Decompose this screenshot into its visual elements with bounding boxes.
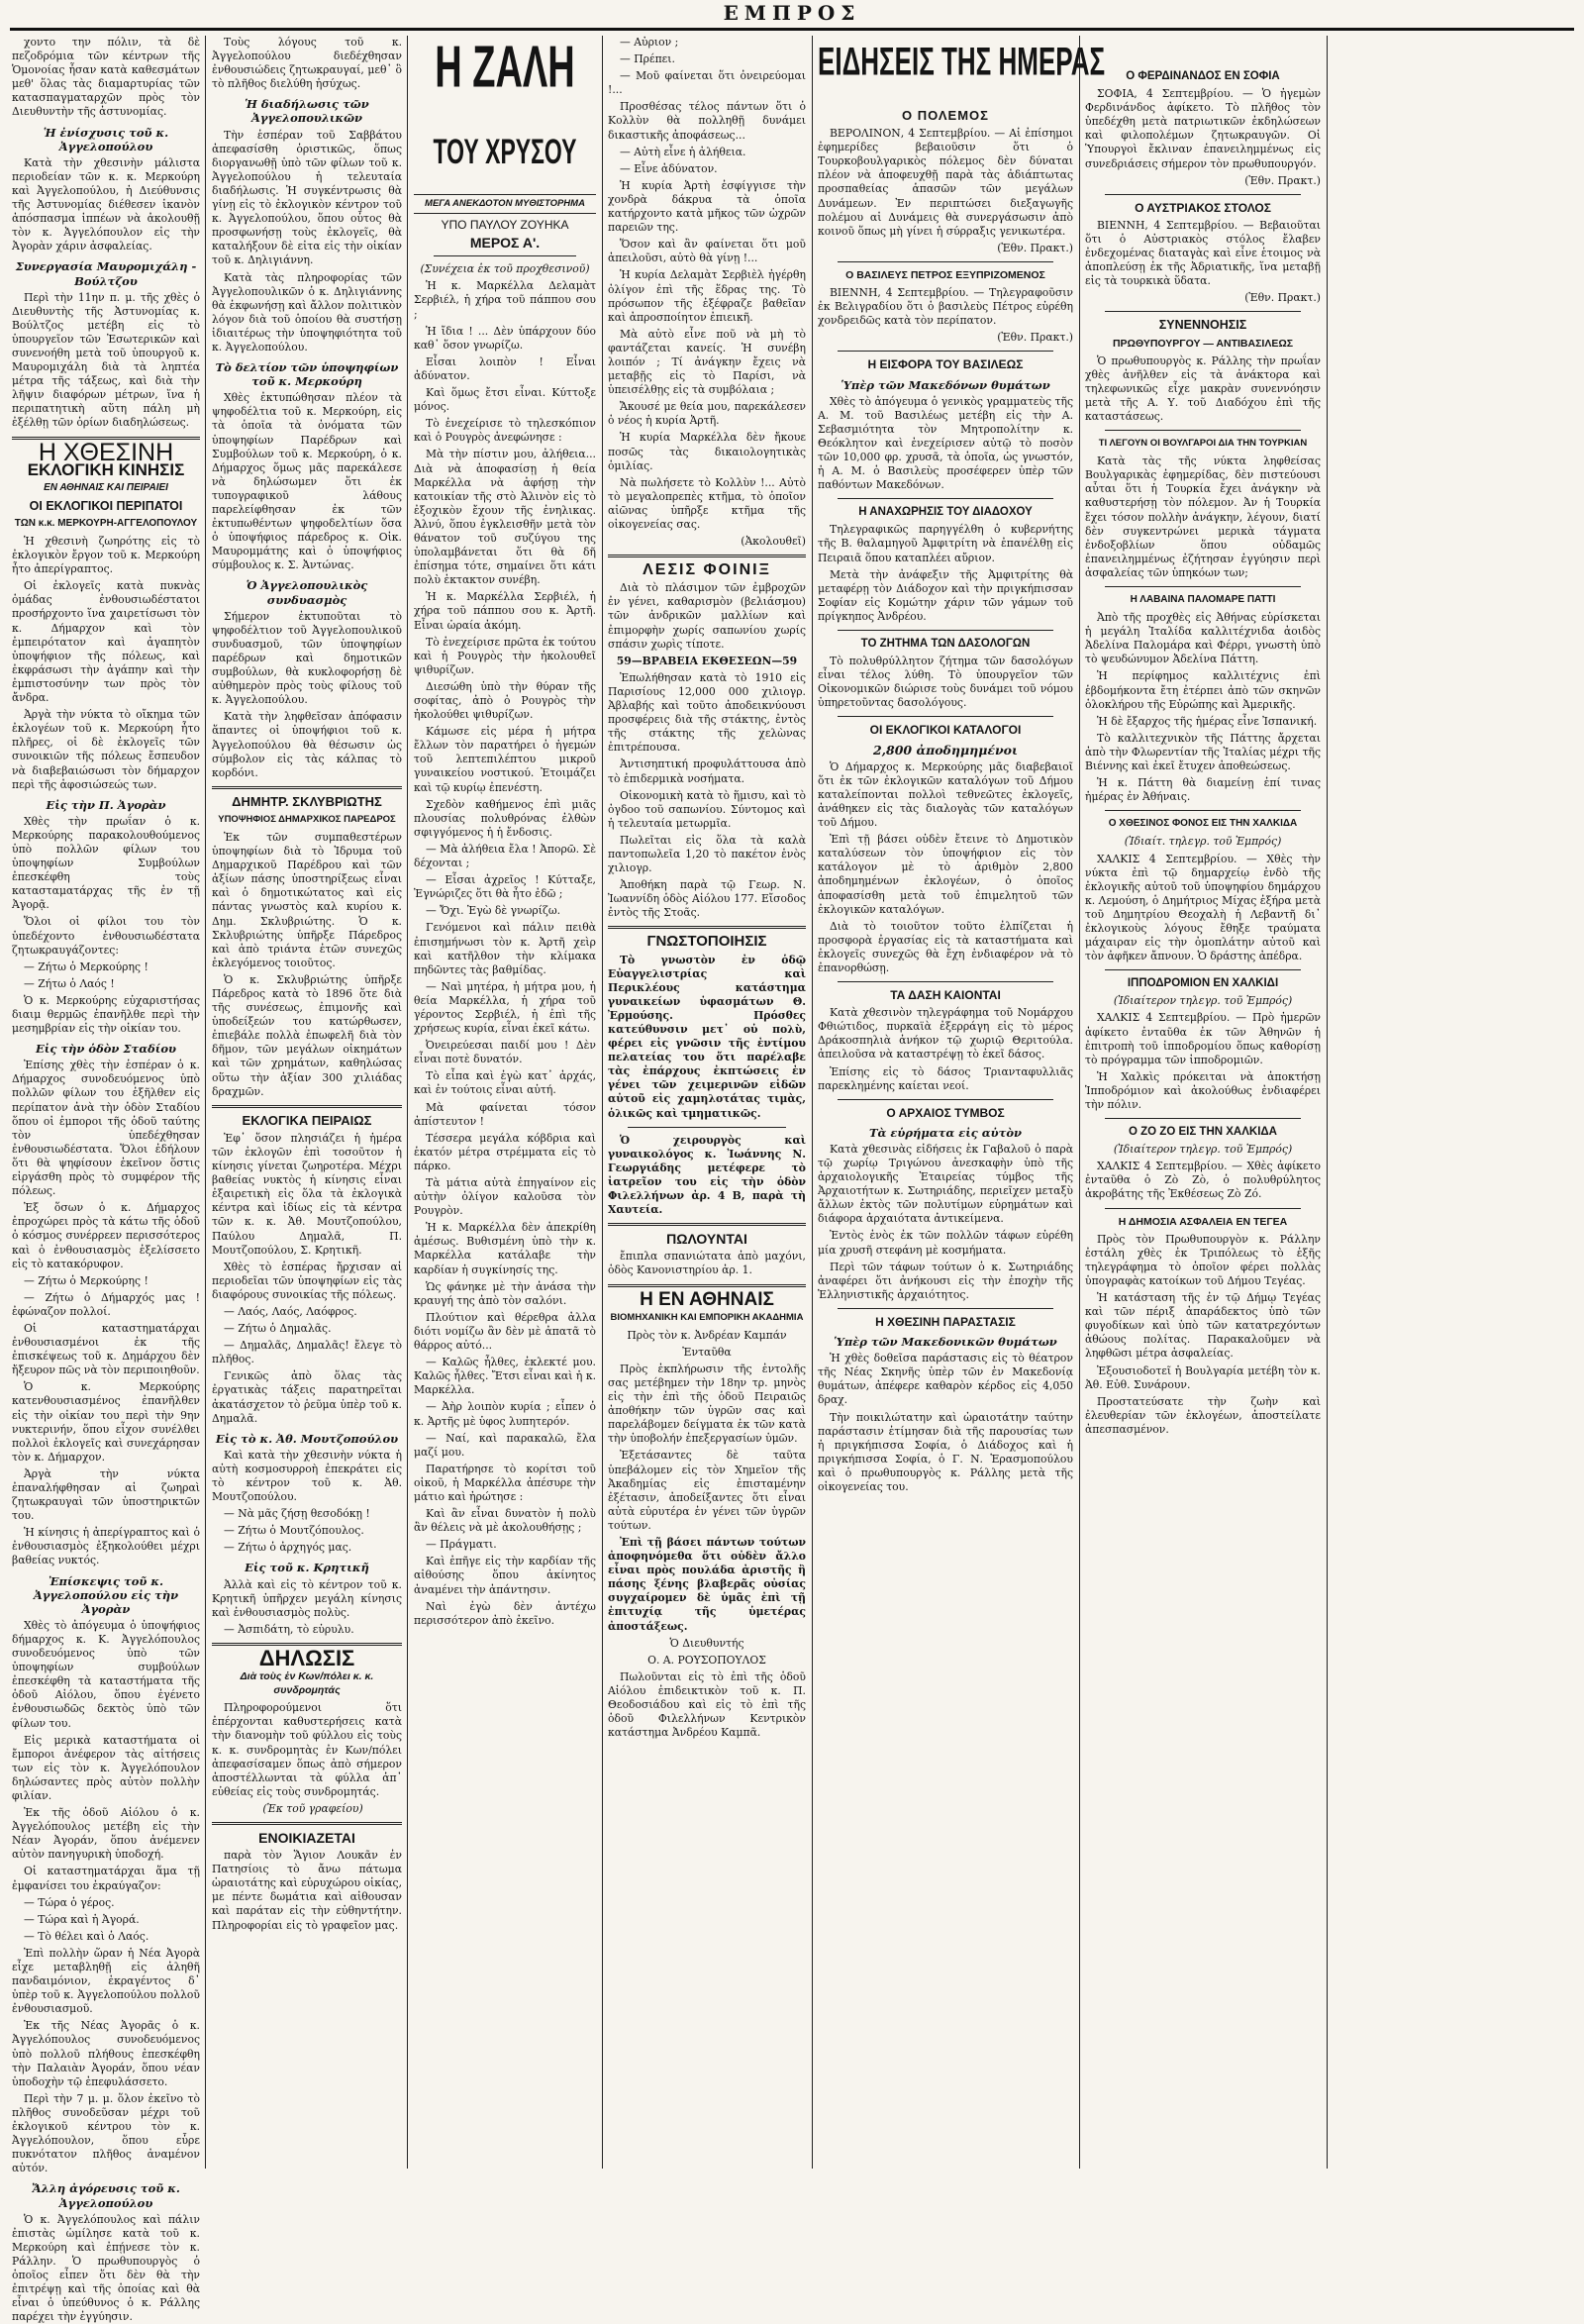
article-paragraph: ΒΕΡΟΛΙΝΟΝ, 4 Σεπτεμβρίου. — Αἱ ἐπίσημοι ἐφημερίδες βεβαιοῦσιν ὅτι ὁ Τουρκοβουλγαρικὸς πόλεμος δὲν δύναται πλέον νὰ ἀποφευχθῇ παρὰ τὰς ἀδιάπτωτας προσπαθείας ἁπασῶν τῶν μεγάλων Δυνάμεων. Ἐν περιπτώσει διεξαγωγῆς πολέμου αἱ Δυνάμεις θὰ συνεργάσωσιν ἀπὸ κοινοῦ ὅπως μὴ γίνει ἡ σύρραξις γενικωτέρα. — [818, 127, 1073, 238]
divider — [434, 255, 576, 256]
column-divider — [1327, 36, 1328, 2169]
article-paragraph: Καὶ ἂν εἶναι δυνατὸν ἡ πολὺ ἂν θέλεις νὰ μὲ ἀκολουθήσῃς ; — [414, 1507, 596, 1535]
subheading: Ἡ ἐνίσχυσις τοῦ κ. Ἀγγελοπούλου — [43, 125, 169, 153]
article-paragraph: Ἐφ᾿ ὅσον πλησιάζει ἡ ἡμέρα τῶν ἐκλογῶν ἐπὶ τοσοῦτον ἡ κίνησις γίνεται ζωηροτέρα. Μέχρι βαθείας νυκτὸς ἡ κίνησις εἶναι ἐξαιρετικὴ εἰς ὅλα τὰ ἐκλογικὰ κέντρα καὶ ἰδίως εἰς τὰ κέντρα τῶν κ. κ. Ἀθ. Μουτζοπούλου, Παύλου Δημαλᾶ, Π. Μουτζοπούλου, Σ. Κρητικῆ. — [212, 1131, 402, 1257]
divider — [838, 630, 1053, 631]
headline-sub: Διὰ τοὺς ἐν Κων/πόλει κ. κ. συνδρομητάς — [240, 1670, 374, 1697]
article-paragraph: Τὴν ἑσπέραν τοῦ Σαββάτου ἀπεφασίσθη ὁριστικῶς, ὅπως διοργανωθῇ ὑπὸ τῶν φίλων τοῦ κ. Ἀγγελοπούλου ἡ τελευταία διαδήλωσις. Ἡ συγκέντρωσις θὰ γίνῃ εἰς τὸ ἐκλογικὸν κέντρον τοῦ κ. Ἀγγελοπούλου, ὅπου οὗτος θὰ προσφωνήσῃ τοὺς ἐκλογεῖς, θὰ καταλήξουν δὲ εἰτα εἰς τὴν οἰκίαν τοῦ κ. Δηλιγιάννη. — [212, 128, 402, 267]
article-paragraph: Ὅλοι οἱ φίλοι του τὸν ὑπεδέχοντο ἐνθουσιωδέστατα ζητωκραυγάζοντες: — [12, 915, 200, 957]
divider — [838, 716, 1053, 717]
divider — [1105, 430, 1301, 431]
advert-title: ΠΩΛΟΥΝΤΑΙ — [666, 1231, 747, 1248]
article-paragraph: Ἀπὸ τῆς προχθὲς εἰς Ἀθήνας εὑρίσκεται ἡ μεγάλη Ἰταλίδα καλλιτέχνιδα ἀοιδὸς Ἀδελίνα Παλομάρα καὶ Φέρρι, γνωστὴ ὑπὸ τὸ ψευδώνυμον Ἀδελίνα Πάττη. — [1085, 611, 1321, 666]
advert-text: Ἐπὶ τῇ βάσει πάντων τούτων ἀποφηνόμεθα ὅτι οὐδὲν ἄλλο εἶναι πρὸς πουλάδα ἀριστῆς ἢ πάσης ξένης βλαβερᾶς οὐσίας συγχαίρομεν δὲ ὑμᾶς ἐπὶ τῇ ἐπιτυχίᾳ τῆς ὑμετέρας ἀποστάξεως. — [608, 1536, 806, 1633]
divider — [838, 261, 1053, 262]
headline-sub: ΕΝ ΑΘΗΝΑΙΣ ΚΑΙ ΠΕΙΡΑΙΕΙ — [44, 481, 168, 493]
divider — [212, 1822, 402, 1825]
subheading: Ὑπὲρ τῶν Μακεδόνων θυμάτων — [841, 377, 1050, 392]
column-4 — [608, 36, 806, 2169]
advert-title: Η ΕΝ ΑΘΗΝΑΙΣ — [640, 1288, 774, 1310]
article-paragraph: Τέσσερα μεγάλα κόβδρια καὶ ἑκατόν μέτρα στρέμματα εἰς τὸ πάρκο. — [414, 1131, 596, 1172]
article-paragraph: Γενικῶς ἀπὸ ὅλας τὰς ἐργατικὰς τάξεις παρατηρεῖται ἀκατάσχετον τὸ ῥεῦμα ὑπὲρ τοῦ κ. Δημαλᾶ. — [212, 1369, 402, 1425]
advert-text: Τὸ γνωστὸν ἐν ὁδῷ Εὐαγγελιστρίας καὶ Περικλέους κατάστημα γυναικείων ὑφασμάτων Θ. Ἐρμούσης. Πρόσθες κατεύθυνσιν μετ᾿ οὐ πολὺ, φέρει εἰς γνῶσιν τῆς ἐντίμου πελατείας του ὅτι παρέλαβε τὰς ἐπάρχους ἐκπτώσεις ἐν γένει τῶν χειμερινῶν εἰδῶν αὐτοῦ εἰς χαμηλοτάτας τιμὰς, ὁλικῶς καὶ τμηματικῶς. — [608, 953, 806, 1120]
headline: ΔΗΜΗΤΡ. ΣΚΛΥΒΡΙΩΤΗΣ — [232, 793, 382, 809]
serial-part: ΜΕΡΟΣ Α'. — [469, 235, 541, 252]
article-paragraph: ΒΙΕΝΝΗ, 4 Σεπτεμβρίου. — Τηλεγραφοῦσιν ἐκ Βελιγραδίου ὅτι ὁ βασιλεὺς Πέτρος εὑρέθη χονδρειδῶς κατὰ τὸν περίπατον. — [818, 286, 1073, 328]
article-paragraph: — Νὰ μᾶς ζήσῃ θεσοδόκῃ ! — [224, 1507, 370, 1521]
classified-text: παρὰ τὸν Ἅγιον Λουκᾶν ἐν Πατησίοις τὸ ἄνω πάτωμα ὡραιοτάτης καὶ εὐρυχώρου οἰκίας, με πέντε δωμάτια καὶ αἰθουσαν καὶ παράταν εἰς τὴν εὐθηντήτην. Πληροφορίαι εἰς τὸ γραφεῖον μας. — [212, 1849, 402, 1932]
article-paragraph: Τὴν ποικιλώτατην καὶ ὡραιοτάτην ταύτην παράστασιν ἐτίμησαν διὰ τῆς παρουσίας των ἡ πριγκήπισσα Σοφία, ὁ Διάδοχος καὶ ἡ πριγκήπισσα Σοφία, ὁ Γ. Ν. Ἑρασμοπούλου καὶ ὁ πρωθυπουργὸς κ. Ράλλης μετὰ τῆς οἰκογενείας του. — [818, 1410, 1073, 1493]
article-paragraph: Ὁ κ. Σκλυβριώτης ὑπῆρξε Πάρεδρος κατὰ τὸ 1896 ὅτε διὰ τῆς συνέσεως, ἐπιμονῆς καὶ ὑποδείξεών του κατώρθωσεν, ἐπιεβάλε πολλὰ ἐπωφελῆ διὰ τὸν δῆμον, τῶν μεγάλων οἰκημάτων καὶ τῶν χρημάτων, καθηλώσας οὕτω τὴν ἀξίαν 300 χιλιάδας δραχμῶν. — [212, 972, 402, 1098]
subheading: Εἰς τὸ κ. Ἀθ. Μουτζοπούλου — [215, 1431, 399, 1446]
divider — [1105, 194, 1301, 195]
article-paragraph: Κατὰ τὴν ληφθεῖσαν ἀπόφασιν ἅπαντες οἱ ὑποψήφιοι τοῦ κ. Ἀγγελοπούλου θὰ θέσωσιν ὡς σύμβολον εἰς τὰς κάλπας τὸ κορδόνι. — [212, 710, 402, 779]
headline: Η ΕΙΣΦΟΡΑ ΤΟΥ ΒΑΣΙΛΕΩΣ — [867, 357, 1024, 372]
article-paragraph: Πρὸς τὸν Πρωθυπουργὸν κ. Ράλλην ἐστάλη χθὲς ἐκ Τριπόλεως τὸ ἑξῆς τηλεγράφημα τὸ ὁποῖον φέρει πολλὰς ὑπογραφὰς κατοίκων τοῦ Δήμου Τεγέας. — [1085, 1232, 1321, 1287]
headline: ΟΙ ΕΚΛΟΓΙΚΟΙ ΚΑΤΑΛΟΓΟΙ — [869, 723, 1022, 738]
article-paragraph: Ἀργὰ τὴν νύκτα τὸ οἴκημα τῶν ἐκλογέων τοῦ κ. Μερκούρη ἦτο πλῆρες, οἱ δὲ ἐκλογεῖς τῶν συνοικιῶν τῆς πόλεως ἔσπευδον νὰ διαβεβαιώσωσι τὸν δήμαρχον περὶ τῆς ἀφοσιώσεώς των. — [12, 708, 200, 791]
subheading: Συνεργασία Μαυρομιχάλη - Βούλτζου — [15, 259, 197, 288]
article-paragraph: Τὸ ἐνεχείρισε πρῶτα ἐκ τούτου καὶ ἡ Ρουγρὸς τὴν ἠκολουθεῖ ψιθυρίζων. — [414, 635, 596, 676]
advert-text: ἔπιπλα σπανιώτατα ἀπὸ μαχόνι, ὁδὸς Κανονιστηρίου ἀρ. 1. — [608, 1250, 806, 1277]
headline: Η ΧΘΕΣΙΝΗ — [38, 438, 174, 466]
serial-title: Η ΖΑΛΗ — [435, 36, 575, 101]
article-paragraph: Ἐπὶ πολλὴν ὥραν ἡ Νέα Ἀγορὰ εἶχε μεταβληθῇ εἰς ἀληθῆ πανδαιμόνιον, ἐκραγέντος δ᾿ ὑπὲρ τοῦ κ. Ἀγγελοπούλου πολλοῦ ἐνθουσιασμοῦ. — [12, 1946, 200, 2016]
column-divider — [812, 36, 813, 2169]
advert-text: Πωλοῦνται εἰς τὸ ἐπὶ τῆς ὁδοῦ Αἰόλου ἐπιδεικτικὸν τοῦ κ. Π. Θεοδοσιάδου καὶ εἰς τὸ ἐπὶ τῆς ὁδοῦ Φιλελλήνων Κεντρικὸν κατάστημα Ἀνδρέου Καμπᾶ. — [608, 1669, 806, 1740]
headline: ΕΚΛΟΓΙΚΑ ΠΕΙΡΑΙΩΣ — [242, 1112, 372, 1128]
article-paragraph: — Πρέπει. — [620, 52, 675, 66]
divider — [1105, 969, 1301, 970]
article-paragraph: Σχεδὸν καθήμενος ἐπὶ μιᾶς πλουσίας πολυθρόνας ἐλθὼν σφιγγόμενος ἡ ἡ ἔνδοσις. — [414, 797, 596, 839]
divider — [1105, 810, 1301, 811]
article-paragraph: Κάμωσε εἰς μέρα ἡ μήτρα ἔλλων τὸν παρατήρει ὁ ἡγεμών τοῦ λεπτεπιλέπτου μικροῦ γυναικείου νοστικού. Ἐτοιμάζει καὶ τῷ κυρίῳ ἐπενέστη. — [414, 725, 596, 794]
serial-title-block — [414, 133, 596, 190]
advert-text: Ἐξετάσαντες δὲ ταῦτα ὑπεβάλομεν εἰς τὸν Χημεῖον τῆς Ἀκαδημίας εἰς ἐπισταμένην ἐξέτασιν, ἀποδείξαντες ὅτι εἶναι αὐτὰ εὐρυτέρα ἐν γένει τῶν ὑγρῶν τούτων. — [608, 1449, 806, 1532]
column-divider — [602, 36, 603, 2169]
article-paragraph: — Εἶνε ἀδύνατον. — [620, 161, 718, 175]
article-paragraph: — Ἀσπιδάτη, τὸ εὐρυλυ. — [224, 1622, 354, 1636]
subheading: Ἡ διαδήλωσις τῶν Ἀγγελοπουλικῶν — [245, 97, 369, 126]
article-paragraph: Ἐπὶ τῇ βάσει οὐδὲν ἔτεινε τὸ Δημοτικὸν καταλύσεων τὸν ὑποψήφιον εἰς τὸν κατάλογον μὲ τὸ ἀριθμὸν 2,800 ἀποδημημένων ἐκλογέων, ὁ ὁποῖος ἀποφασίσθη μετὰ τοῦ ἐπιμελητοῦ τῶν ἐκλογικῶν καταλόγων. — [818, 833, 1073, 916]
article-paragraph: — Ζήτω ὁ Μερκούρης ! — [24, 1273, 148, 1287]
advert-text: Ἐπωλήθησαν κατὰ τὸ 1910 εἰς Παρισίους 12,000 000 χιλιογρ. Ἀβλαβής καὶ τοῦτο ἀποδεικνύουσι προσφέρεις διὰ τῆς στάκτης, ἐντὸς τῆς στάκτης τῆς χελὼνας ἐπιτρέπουσα. — [608, 670, 806, 755]
headline-sub: ΥΠΟΨΗΦΙΟΣ ΔΗΜΑΡΧΙΚΟΣ ΠΑΡΕΔΡΟΣ — [218, 813, 396, 825]
article-paragraph: — Αὐριον ; — [620, 36, 679, 49]
article-paragraph: Τὸ καλλιτεχνικὸν τῆς Πάττης ἄρχεται ἀπὸ τὴν Φλωρεντίαν τῆς Ἰταλίας μέχρι τῆς Βιέννης καὶ ἐκεῖ ἔτυχεν ἀποθεώσεως. — [1085, 731, 1321, 773]
article-paragraph: Χθὲς τὴν πρωΐαν ὁ κ. Μερκούρης παρακολουθούμενος ὑπὸ πολλῶν φίλων του ὑποψηφίων Συμβούλων ἐπεσκέφθη τοὺς κατασταματάρχας τῆς ἐν τῇ Ἀγορᾷ. — [12, 814, 200, 912]
headline: Η ΛΑΒΑΙΝΑ ΠΑΛΟΜΑΡΕ ΠΑΤΤΙ — [1130, 594, 1276, 605]
article-paragraph: ΧΑΛΚΙΣ 4 Σεπτεμβρίου. — Πρὸ ἡμερῶν ἀφίκετο ἐνταῦθα ἐκ τῶν Ἀθηνῶν ἡ ἐπιτροπὴ τοῦ ἱπποδρομίου ὅπως καθορίσῃ τὸ πρόγραμμα τῶν ἱπποδρομιῶν. — [1085, 1011, 1321, 1066]
article-paragraph: — Ναί, καὶ παρακαλῶ, ἔλα μαζί μου. — [414, 1431, 596, 1459]
article-paragraph: Πληροφορούμενοι ὅτι ἐπέρχονται καθυστερήσεις κατὰ τὴν διανομὴν τοῦ φύλλου εἰς τοὺς κ. κ. συνδρομητὰς ἐν Κων/πόλει ἀπεφασίσαμεν ὅπως ἀπὸ σήμερον ἀποστέλλωνται τὰ φύλλα ἀπ᾿ εὐθείας εἰς τοὺς συνδρομητάς. — [212, 1701, 402, 1798]
article-paragraph: — Πράγματι. — [426, 1538, 497, 1552]
masthead: ΕΜΠΡΟΣ — [723, 1, 861, 25]
column-divider — [407, 36, 408, 2169]
article-paragraph: ΧΑΛΚΙΣ 4 Σεπτεμβρίου. — Χθὲς τὴν νύκτα ἐπὶ τῷ δημαρχείῳ ἐνδὸ τῆς ἐκλογικῆς αὐτοῦ τοῦ ὑποψηφίου δημάρχου κ. Λεμούση, ὁ Δημήτριος Μίχας ἐξήρα μετὰ τοῦ Δημητρίου Θεοχαλὴ ἡ Λεβαντῆ δι᾿ ἐκλογικοὺς λόγους ἔθηξε τραύματα μάχαιραν εἰς τὴν ὀμοπλάτην αὐτοῦ καὶ τὸν ἀφῆκεν ἄπνουν. Ὁ δράστης ἀπέδρα. — [1085, 852, 1321, 963]
advert-text: Πωλεῖται εἰς ὅλα τὰ καλὰ παντοπωλεῖα 1,20 τὸ πακέτον ἑνὸς χιλιογρ. — [608, 833, 806, 875]
article-paragraph: Οἱ καταστηματάρχαι ἅμα τῇ ἐμφανίσει του ἐκραύγαζον: — [12, 1865, 200, 1892]
article-paragraph: Οἱ καταστηματάρχαι ἐνθουσιασμένοι ἐκ τῆς ἐπισκέψεως τοῦ κ. Δημάρχου δὲν ἤξευρον πῶς νὰ τὸν περιποιηθοῦν. — [12, 1321, 200, 1377]
advert-text: Οἰκονομικὴ κατὰ τὸ ἥμισυ, καὶ τὸ ὀγδοο τοῦ σαπωνίου. Σύντομος καὶ ἡ τελευταία μετωρμῖα. — [608, 788, 806, 830]
advert-text: Διὰ τὸ πλάσιμον τῶν ἐμβροχῶν ἐν γένει, καθαρισμὸν (βελιάσμου) τῶν ἀνδρικῶν μαλλίων καὶ ἐπιμορφὴν χωρίς σαπωνίου χωρίς σπάσιν χωρὶς τίποτε. — [608, 581, 806, 651]
divider — [1105, 311, 1301, 312]
column-2 — [212, 36, 402, 2169]
article-paragraph: — Μὰ ἀλήθεια ἔλα ! Ἀπορῶ. Σὲ δέχονται ; — [414, 842, 596, 870]
article-paragraph: Περὶ τὴν 7 μ. μ. ὅλον ἐκεῖνο τὸ πλῆθος συνοδεῦσαν μέχρι τοῦ ἐκλογικοῦ κέντρου τὸν κ. Ἀγγελόπουλον, ὅπου εὗρε πυκνότατον πλῆθος ἀναμένον αὐτόν. — [12, 2091, 200, 2175]
article-paragraph: Ἐξ ὅσων ὁ κ. Δήμαρχος ἐπροχώρει πρὸς τὰ κάτω τῆς ὁδοῦ ὁ κόσμος συνέρρεεν περισσότερος καὶ ὁ ἐνθουσιασμὸς ἐξελίσσετο εἰς τὸ κατακόρυφον. — [12, 1201, 200, 1270]
advert-text: Ἀποθήκη παρὰ τῷ Γεωρ. Ν. Ἰωαννίδη ὁδὸς Αἰόλου 177. Εἴσοδος ἐντὸς τῆς Στοᾶς. — [608, 878, 806, 920]
article-paragraph: — Λαός, Λαός, Λαόφρος. — [224, 1304, 357, 1318]
article-paragraph: Μετὰ τὴν ἀνάφεξιν τῆς Ἀμφιτρίτης θὰ μεταφέρῃ τὸν Διάδοχον καὶ τὴν πριγκήπισσαν Σοφίαν εἰς Κομώτην χάριν τῶν γάμων τοῦ πρίγκηπος Ἀνδρέου. — [818, 567, 1073, 623]
subheading: Ὁ Ἀγγελοπουλικὸς συνδυασμὸς — [246, 578, 368, 607]
article-paragraph: Ἡ κατάσταση τῆς ἐν τῷ Δήμῳ Τεγέας καὶ τῶν πέριξ ἀπαράδεκτος ὑπὸ τῶν φυγοδίκων καὶ ὑπὸ τῶν κατατρεχόντων ἀθώους πολίτας. Παρακαλοῦμεν νὰ ληφθῶσι μέτρα ἀσφαλείας. — [1085, 1291, 1321, 1361]
article-paragraph: — Ναὶ μητέρα, ἡ μήτρα μου, ἡ θεία Μαρκέλλα, ἡ χήρα τοῦ γέροντος Σερβιέλ, ἡ ἐπὶ τῆς χρήσεως κυρία, εἶναι ἐκεῖ κάτω. — [414, 979, 596, 1036]
article-paragraph: Χθὲς τὸ ἑσπέρας ἤρχισαν αἱ περιοδεῖαι τῶν ὑποψηφίων εἰς τὰς διαφόρους συνοικίας τῆς πόλεως. — [212, 1260, 402, 1301]
serial-author: ΥΠΟ ΠΑΥΛΟΥ ΖΟΥΗΚΑ — [441, 218, 569, 233]
article-paragraph: Μὰ αὐτὸ εἶνε ποῦ νὰ μὴ τὸ φαντάζεται κανείς. Ἡ συνέβη λοιπόν ; Τί ἀνάγκην ἔχεις νὰ μεταβῇς εἰς τὸ Παρίσι, νὰ ὑπεισέλθῃς εἰς τὰ συμβόλαια ; — [608, 327, 806, 397]
headline: Ο ΒΑΣΙΛΕΥΣ ΠΕΤΡΟΣ ΕΞΥΠΡΙΖΟΜΕΝΟΣ — [845, 268, 1045, 281]
article-paragraph: — Αὐτὴ εἶνε ἡ ἀλήθεια. — [620, 145, 746, 158]
article-paragraph: Ἡ Χαλκὶς πρόκειται νὰ ἀποκτήσῃ Ἱπποδρόμιον καὶ ἀκολούθως ἐνδιαφέρει τὴν πόλιν. — [1085, 1069, 1321, 1111]
headline-sub: ΤΩΝ κ.κ. ΜΕΡΚΟΥΡΗ-ΑΓΓΕΛΟΠΟΥΛΟΥ — [14, 517, 198, 529]
article-paragraph: — Ζήτω ὁ Δημαλᾶς. — [224, 1322, 332, 1336]
subheading: Τὰ εὑρήματα εἰς αὐτὸν — [868, 1125, 1023, 1140]
article-paragraph: — Ζήτω ὁ Μουτζόπουλος. — [224, 1524, 364, 1538]
article-paragraph: — Τώρα καὶ ἡ Ἀγορά. — [24, 1912, 140, 1926]
article-paragraph: Ἐντὸς ἑνὸς ἐκ τῶν πολλῶν τάφων εὑρέθη μία χρυσῆ στεφάνη μὲ κοσμήματα. — [818, 1229, 1073, 1257]
article-paragraph: Διεσώθη ὑπὸ τὴν θύραν τῆς σοφίτας, ἀπὸ ὁ Ρουγρὸς τὴν ἠκολούθει ψιθυρίζων. — [414, 679, 596, 722]
article-paragraph: ΣΟΦΙΑ, 4 Σεπτεμβρίου. — Ὁ ἡγεμὼν Φερδινάνδος ἀφίκετο. Τὸ πλῆθος τὸν ὑπεδέχθη μετὰ πατριωτικῶν ἐκδηλώσεων καὶ φιλοπολέμων ζητωκραυγῶν. Οἱ Ὑπουργοὶ ἔκλιναν ἐπανειλημμένως εἰς συνεδριάσεις σήμερον τὸν πρωθυπουργόν. — [1085, 87, 1321, 170]
headline: Ο ΦΕΡΔΙΝΑΝΔΟΣ ΕΝ ΣΟΦΙΑ — [1126, 70, 1280, 82]
headline: Η ΧΘΕΣΙΝΗ ΠΑΡΑΣΤΑΣΙΣ — [875, 1314, 1016, 1329]
subheading: Εἰς τοῦ κ. Κρητικῆ — [245, 1561, 369, 1575]
divider — [628, 1127, 786, 1128]
article-paragraph: Ἡ χθὲς δοθεῖσα παράστασις εἰς τὸ θέατρον τῆς Νέας Σκηνῆς ὑπὲρ τῶν ἐν Μακεδονίᾳ θυμάτων, ἀπέφερε καθαρὸν κέρδος εἰς 4,050 δραχ. — [818, 1352, 1073, 1407]
divider — [608, 555, 806, 557]
article-paragraph: Τὸ ἐνεχείρισε τὸ τηλεσκόπιον καὶ ὁ Ρουγρὸς ἀνεφώνησε : — [414, 417, 596, 445]
article-paragraph: Εἶσαι λοιπὸν ! Εἶναι ἀδύνατον. — [414, 354, 596, 382]
article-paragraph: Κατὰ χθεσινὰς εἰδήσεις ἐκ Γαβαλοῦ ὁ παρὰ τῷ χωρίῳ Τριγώνου ἀνεσκαφὴν ὑπὸ τῆς ἀρχαιολογικῆς Ἑταιρείας τύμβος τῆς Ἀρχαιοτήτων κ. Σωτηριάδης, περιεῖχεν μεταξὺ ἄλλων ἐκτὸς τῶν πολυτίμων εὑρημάτων καὶ διάφορα ἀρχαιότατα ἀντικείμενα. — [818, 1142, 1073, 1226]
article-paragraph: Ἡ περίφημος καλλιτέχνις ἐπὶ ἑβδομήκοντα ἔτη ἐτέρπει ἀπὸ τῶν σκηνῶν ὁλοκλήρου τῆς Εὐρώπης καὶ Ἀμερικῆς. — [1085, 669, 1321, 711]
column-6 — [1085, 36, 1321, 2169]
column-divider — [1079, 36, 1080, 2169]
article-paragraph: Ὁ κ. Μερκούρης εὐχαριστήσας διαιμ θερμῶς ἐπανῆλθε περὶ τὴν μεσημβρίαν εἰς τὴν οἰκίαν του. — [12, 993, 200, 1036]
headline: Η ΑΝΑΧΩΡΗΣΙΣ ΤΟΥ ΔΙΑΔΟΧΟΥ — [858, 506, 1033, 519]
article-paragraph: — Δημαλᾶς, Δημαλᾶς! ἔλεγε τὸ πλῆθος. — [212, 1339, 402, 1366]
headline: Ο ΑΥΣΤΡΙΑΚΟΣ ΣΤΟΛΟΣ — [1135, 200, 1271, 215]
column-3 — [414, 36, 596, 2169]
article-paragraph: Ὁ κ. Μερκούρης κατενθουσιασμένος ἐπανῆλθεν εἰς τὴν οἰκίαν του περὶ τὴν 9ην νυκτερινήν, ὅπου εἶχον συνέλθει πολλοὶ ἐκλογεῖς καὶ συνεχάρησαν τὸν κ. Δήμαρχον. — [12, 1380, 200, 1464]
article-paragraph: Ὁ κ. Ἀγγελόπουλος καὶ πάλιν ἐπιστὰς ὡμίλησε κατὰ τοῦ κ. Μερκούρη καὶ ἐπῄνεσε τὸν κ. Ράλλην. Ὁ πρωθυπουργὸς ὁ ὁποῖος εἶπεν ὅτι δὲν θὰ τὴν ἐπιτρέψῃ καὶ τῆς ὁποίας καὶ θὰ εἶναι ὁ ὑπεύθυνος ὁ κ. Ράλλης παρέχει τὴν ἐγγύησιν. — [12, 2212, 200, 2324]
article-paragraph: Καὶ κατὰ τὴν χθεσινὴν νύκτα ἡ αὐτὴ κοσμοσυρροὴ ἐπεκράτει εἰς τὸ κέντρον τοῦ κ. Ἀθ. Μουτζοπούλου. — [212, 1448, 402, 1504]
article-paragraph: — Ἀὴρ λοιπὸν κυρία ; εἶπεν ὁ κ. Ἀρτῆς μὲ ὑφος λυπητερόν. — [414, 1400, 596, 1428]
advert-subtitle: ΒΙΟΜΗΧΑΝΙΚΗ ΚΑΙ ΕΜΠΟΡΙΚΗ ΑΚΑΔΗΜΙΑ — [610, 1311, 804, 1323]
headline: Η ΔΗΜΟΣΙΑ ΑΣΦΑΛΕΙΑ ΕΝ ΤΕΓΕΑ — [1118, 1215, 1288, 1228]
article-paragraph: Ἀλλὰ καὶ εἰς τὸ κέντρον τοῦ κ. Κρητικῆ ὑπῆρχεν μεγάλη κίνησις καὶ ἐνθουσιασμὸς πολὺς. — [212, 1577, 402, 1619]
article-paragraph: — Ζήτω ὁ Λαός ! — [24, 976, 115, 990]
article-paragraph: Τὸ εἶπα καὶ ἐγὼ κατ᾿ ἀρχάς, καὶ ἐν τούτοις εἶναι αὐτή. — [414, 1069, 596, 1097]
article-paragraph: Παρατήρησε τὸ κορίτσι τοῦ οἰκοῦ, ἡ Μαρκέλλα ἀπέσυρε τὴν μάτιο καὶ ἠρώτησε : — [414, 1462, 596, 1503]
headline: Ο ΖΟ ΖΟ ΕΙΣ ΤΗΝ ΧΑΛΚΙΔΑ — [1129, 1126, 1277, 1139]
headline-sub: ΠΡΩΘΥΠΟΥΡΓΟΥ — ΑΝΤΙΒΑΣΙΛΕΩΣ — [1112, 337, 1294, 350]
article-paragraph: Ἐξουσιοδοτεῖ ἡ Βουλγαρία μετέβη τὸν κ. Ἀθ. Εὐθ. Συνάρουν. — [1085, 1364, 1321, 1391]
column-1 — [12, 36, 200, 2324]
article-paragraph: Καὶ ὅμως ἔτσι εἶναι. Κύττοξε μόνος. — [414, 386, 596, 414]
advert-text: Ἐνταῦθα — [682, 1345, 732, 1359]
article-paragraph: Ὅσον καὶ ἂν φαίνεται ὅτι μοῦ ἀπειλοῦσι, αὐτὸ θὰ γίνῃ !... — [608, 238, 806, 265]
divider — [608, 1223, 806, 1226]
serial-title: ΤΟΥ ΧΡΥΣΟΥ — [433, 131, 577, 171]
article-paragraph: — Καλῶς ἦλθες, ἐκλεκτέ μου. Καλῶς ἦλθες. Ἔτσι εἶναι καὶ ἡ κ. Μαρκέλλα. — [414, 1356, 596, 1397]
column-5 — [818, 36, 1106, 2169]
dateline: (Ἰδιαίτερον τηλεγρ. τοῦ Ἐμπρός) — [1113, 1143, 1293, 1157]
advert-title: ΛΕΣΙΣ ΦΟΙΝΙΞ — [643, 561, 771, 579]
headline: ΔΗΛΩΣΙΣ — [258, 1645, 355, 1670]
article-paragraph: Κατὰ τὰς πληροφορίας τῶν Ἀγγελοπουλικῶν ὁ κ. Δηλιγιάννης θὰ ἐκφωνήσῃ καὶ ἄλλον πολιτικὸν λόγον διὰ τοῦ ὁποίου θὰ συστήσῃ ἰδιαιτέρως τὴν ὑποψηφιότητα τοῦ κ. Ἀγγελοπούλου. — [212, 270, 402, 354]
article-paragraph: Προσθέσας τέλος πάντων ὅτι ὁ Κολλὺν θὰ πολληθῇ δυνάμει δικαστικῆς ἀποφάσεως... — [608, 100, 806, 142]
article-paragraph: Οἱ ἐκλογεῖς κατὰ πυκνὰς ὁμάδας ἐνθουσιωδέστατοι προσήρχοντο ἵνα χαιρετίσωσι τὸν κ. Δήμαρχον καὶ τὸν ἐμπειρότατον καὶ ἀγαπητὸν ὑποψήφιον τῆς πόλεως, καὶ ἐκφράσωσι τὴν ἀγάπην καὶ τὴν ἐμπιστοσύνην των πρὸς τὸν ἄνδρα. — [12, 579, 200, 705]
advert-text: Πρὸς τὸν κ. Ἀνδρέαν Καμπάν — [627, 1328, 787, 1342]
divider — [838, 351, 1053, 352]
divider — [838, 1308, 1053, 1309]
article-paragraph: ΒΙΕΝΝΗ, 4 Σεπτεμβρίου. — Βεβαιοῦται ὅτι ὁ Αὐστριακὸς στόλος ἔλαβεν ἐνδεχομένας διαταγὰς καὶ εἶνε ἑτοιμος νὰ ἀποπλεύσῃ ἐκ τῆς Ἀδριατικῆς, ἵνα μεταβῇ εἰς τὰ τουρκικὰ ὕδατα. — [1085, 218, 1321, 288]
headline: ΤΑ ΔΑΣΗ ΚΑΙΟΝΤΑΙ — [890, 988, 1001, 1003]
article-paragraph: — Ζήτω ὁ Μερκούρης ! — [24, 960, 148, 973]
article-paragraph: (Ἀκολουθεῖ) — [741, 535, 806, 549]
article-paragraph: Περὶ τῶν τάφων τούτων ὁ κ. Σωτηριάδης ἀναφέρει ὅτι ἀνήκουσι εἰς τὴν ἐποχὴν τῆς Ἑλληνιστικῆς ἀρχαιότητος. — [818, 1260, 1073, 1301]
section-title: ΕΙΔΗΣΕΙΣ ΤΗΣ ΗΜΕΡΑΣ — [818, 38, 1106, 84]
column-top-spacer — [1085, 36, 1321, 65]
article-paragraph: Χθὲς ἐκτυπώθησαν πλέον τὰ ψηφοδέλτια τοῦ κ. Μερκούρη, εἰς τὰ ὁποῖα τὰ ὀνόματα τῶν ὑποψηφίων Παρέδρων καὶ Συμβούλων τοῦ κ. Μερκούρη, ὁ κ. Δήμαρχος ὅμως μᾶς παρεκάλεσε νὰ δηλώσωμεν ὅτι ἐκ τυπογραφικοῦ λάθους παρελείφθησαν ἐκ τῶν ἐκτυπωθέντων ψηφοδελτίων ὅσα ὁ ὑποψήφιος πάρεδρος κ. Οἰκ. Μαυρομμάτης καὶ ὁ ὑποψήφιος σύμβουλος κ. Σ. Ἀντώνας. — [212, 391, 402, 572]
headline: ΙΠΠΟΔΡΟΜΙΟΝ ΕΝ ΧΑΛΚΙΔΙ — [1127, 977, 1279, 990]
serial-title-block — [414, 38, 596, 129]
advert-text: 59—ΒΡΑΒΕΙΑ ΕΚΘΕΣΕΩΝ—59 — [616, 654, 798, 667]
subheading: Τὸ δελτίον τῶν ὑποψηφίων τοῦ κ. Μερκούρη — [215, 360, 399, 389]
advert-signature: Ο. Α. ΡΟΥΣΟΠΟΥΛΟΣ — [647, 1653, 766, 1667]
advert-text: Ὁ χειρουργὸς καὶ γυναικολόγος κ. Ἰωάννης Ν. Γεωργιάδης μετέφερε τὸ ἰατρεῖον του εἰς τὴν ὁδὸν Φιλελλήνων ἀρ. 4 Β, παρὰ τὴ Χαυτεία. — [608, 1133, 806, 1217]
article-paragraph: Ἐκ τῶν συμπαθεστέρων ὑποψηφίων διὰ τὸ Ἱδρυμα τοῦ Δημαρχικοῦ Παρέδρου καὶ τῶν ἀξίων πάσης ὑποστηρίξεως εἶναι καὶ ὁ δημοτικώτατος καὶ εἰς πάντας γνωστὸς καλ κυρίου κ. Δημ. Σκλυβριώτης. Ὁ κ. Σκλυβριώτης ὑπῆρξε Πάρεδρος καὶ ἀπὸ τριάντα ἐτῶν συνεχῶς ἐκλεγόμενος τοιοῦτος. — [212, 830, 402, 969]
article-paragraph: Ἡ κ. Μαρκέλλα Δελαμὰτ Σερβιέλ, ἡ χήρα τοῦ πάππου σου ; — [414, 279, 596, 321]
article-paragraph: Ἡ κυρία Ἀρτὴ ἐσφίγγισε τὴν χονδρὰ δάκρυα τὰ ὁποῖα κατήρχοντο κατὰ μῆκος τῶν ὠχρῶν παρειῶν της. — [608, 178, 806, 235]
article-paragraph: Ἐκ τῆς ὁδοῦ Αἰόλου ὁ κ. Ἀγγελόπουλος μετέβη εἰς τὴν Νέαν Ἀγοράν, ὅπου ἀνέμενεν αὐτὸν πανηγυρικὴ ὑποδοχή. — [12, 1806, 200, 1862]
divider — [1105, 586, 1301, 587]
column-divider — [205, 36, 206, 2169]
article-paragraph: — Τὸ θέλει καὶ ὁ Λαός. — [24, 1929, 149, 1943]
article-paragraph: Ἡ κ. Μαρκέλλα Σερβιέλ, ἡ χήρα τοῦ πάππου σου κ. Ἀρτῆ. Εἶναι ὡραία ἀκόμη. — [414, 590, 596, 632]
advert-signature: Ὁ Διευθυντής — [669, 1636, 744, 1650]
headline: Ο ΠΟΛΕΜΟΣ — [902, 108, 989, 123]
article-paragraph: Γενόμενοι καὶ πάλιν πειθὰ ἐπισημήνωσι τὸν κ. Ἀρτῆ χεὶρ καὶ κατῆλθον τὴν κλίμακα πηδῶντες τὰς βαθμίδας. — [414, 921, 596, 976]
article-paragraph: Τοὺς λόγους τοῦ κ. Ἀγγελοπούλου διεδέχθησαν ἐνθουσιώδεις ζητωκραυγαί, μεθ᾿ ὃ τὸ πλῆθος διελύθη ἡσύχως. — [212, 36, 402, 91]
article-paragraph: Χθὲς τὸ ἀπόγευμα ὁ ὑποψήφιος δήμαρχος κ. Κ. Ἀγγελόπουλος συνοδευόμενος ὑπὸ τῶν ὑποψηφίων συμβούλων ἐπεσκέφθη τὰ καταστήματα τῆς ὁδοῦ Αἰόλου, ὅπου ἐγένετο ἐνθουσιωδῶς δεκτὸς ὑπὸ τῶν φίλων του. — [12, 1618, 200, 1730]
article-paragraph: (Ἐθν. Πρακτ.) — [1244, 173, 1321, 187]
article-paragraph: Ὁ Δήμαρχος κ. Μερκούρης μᾶς διαβεβαιοῖ ὅτι ἐκ τῶν ἐκλογικῶν καταλόγων τοῦ Δήμου καταλείπονται πολλοὶ τεθνεῶτες ἐκλογεῖς, ἀνάθηκεν εἰς τὰς διαλογὰς τῶν καταλόγων τοῦ Δήμου. — [818, 759, 1073, 830]
article-paragraph: Ἄκουσέ με θεία μου, παρεκάλεσεν ὁ νέος ἡ κυρία Ἀρτῆ. — [608, 400, 806, 428]
article-paragraph: — Ὄχι. Ἐγὼ δὲ γνωρίζω. — [426, 904, 561, 918]
article-paragraph: Τὸ πολυθρύλλητον ζήτημα τῶν δασολόγων εἶναι τέλος λύθη. Τὸ ὑπουργεῖον τῶν Οἰκονομικῶν διώρισε τοὺς δυνάμει τοῦ νόμου ὑπηρετοῦντας δασολόγους. — [818, 655, 1073, 710]
dateline: (Ἰδιαίτερον τηλεγρ. τοῦ Ἐμπρός) — [1113, 994, 1293, 1008]
article-paragraph: (Συνέχεια ἐκ τοῦ προχθεσινοῦ) — [420, 262, 590, 276]
classified-title: ΕΝΟΙΚΙΑΖΕΤΑΙ — [258, 1829, 355, 1846]
article-paragraph: χοντο την πόλιν, τὰ δὲ πεζοδρόμια τῶν κέντρων τῆς Ὁμονοίας ἦσαν κατὰ καθεσμάτων μεθ' ὅλας τὰς διαμαρτυρίας τῶν κατασπαγματαρχῶν πρὸς τὸν Διευθυντὴν τῆς ἀστυνομίας. — [12, 36, 200, 119]
divider — [608, 926, 806, 929]
article-paragraph: Ἐκ τῆς Νέας Ἀγορᾶς ὁ κ. Ἀγγελόπουλος συνοδευόμενος ὑπὸ πολλοῦ πλήθους ἐπεσκέφθη τὴν Παλαιὰν Ἀγοράν, ὅπου νέαν ὑποδοχὴν τῷ ἐπεφυλάσσετο. — [12, 2019, 200, 2088]
headline: Ο ΧΘΕΣΙΝΟΣ ΦΟΝΟΣ ΕΙΣ ΤΗΝ ΧΑΛΚΙΔΑ — [1108, 818, 1298, 830]
serial-kicker: ΜΕΓΑ ΑΝΕΚΔΟΤΟΝ ΜΥΘΙΣΤΟΡΗΜΑ — [414, 194, 596, 214]
article-paragraph: Ἡ κ. Μαρκέλλα δὲν ἀπεκρίθη ἀμέσως. Βυθισμένη ὑπὸ τὴν κ. Μαρκέλλα κατάλαβε τὴν καρδίαν ἡ συγκίνησίς της. — [414, 1221, 596, 1276]
article-paragraph: Ἡ χθεσινὴ ζωηρότης εἰς τὸ ἐκλογικὸν ἔργον τοῦ κ. Μερκούρη ἦτο ἀπερίγραπτος. — [12, 535, 200, 576]
divider — [212, 1105, 402, 1108]
headline: ΕΚΛΟΓΙΚΗ ΚΙΝΗΣΙΣ — [27, 459, 185, 479]
divider — [1105, 1118, 1301, 1119]
article-paragraph: Ὁ πρωθυπουργὸς κ. Ράλλης τὴν πρωΐαν χθὲς ἀνῆλθεν εἰς τὰ ἀνάκτορα καὶ τηλεφωνικῶς εἶχε μακρὰν συνεννόησιν μετὰ τῆς Α. Υ. τοῦ Διαδόχου ἐπὶ τῆς καταστάσεως. — [1085, 354, 1321, 423]
article-paragraph: Νὰ πωλήσετε τὸ Κολλὺν !... Αὐτὸ τὸ μεγαλοπρεπὲς κτῆμα, τὸ ὁποῖον αἰῶνας ὑπῆρξε κτῆμα τῆς οἰκογενείας σας. — [608, 475, 806, 531]
advert-text: Πρὸς ἐκπλήρωσιν τῆς ἐντολῆς σας μετέβημεν τὴν 18ην τρ. μηνὸς εἰς τὴν ἐπὶ τῆς ὁδοῦ Πειραιῶς ἀποθήκην τῶν ὑγρῶν σας καὶ παρελάβομεν δείγματα ἐκ τῶν κατὰ τὴν ὑποβολήν ἐπεξεργασίων ὑμῶν. — [608, 1362, 806, 1446]
article-paragraph: (Ἐθν. Πρακτ.) — [997, 241, 1073, 254]
article-paragraph: Διὰ τὸ τοιοῦτον τοῦτο ἐλπίζεται ἡ προσφορὰ ἐργασίας εἰς τὰ καταστήματα καὶ ἐκλογεῖς συνεχῶς θὰ ἔχη ἐνδιαφέρον νὰ τὸ ἐπανορθώσῃ. — [818, 919, 1073, 974]
subheading: 2,800 ἀποδημημένοι — [872, 742, 1019, 758]
article-paragraph: Ὡς φάνηκε μὲ τὴν ἀνάσα τὴν κραυγή της ἀπὸ τὸν σαλόνι. — [414, 1279, 596, 1307]
article-paragraph: — Ζήτω ὁ Δήμαρχός μας ! ἐφώναζον πολλοί. — [12, 1290, 200, 1318]
article-paragraph: Ἡ δὲ ἔξαρχος τῆς ἡμέρας εἶνε Ἰσπανική. — [1097, 714, 1318, 728]
subheading: Ἄλλη ἀγόρευσις τοῦ κ. Ἀγγελοπούλου — [32, 2181, 180, 2210]
article-paragraph: Εἰς μερικὰ καταστήματα οἱ ἔμποροι ἀνέφερον τὰς αἰτήσεις των εἰς τὸν κ. Ἀγγελόπουλον δηλώσαντες πρὸς αὐτὸν πολλὴν φιλίαν. — [12, 1733, 200, 1802]
subheading: Εἰς τὴν Π. Ἀγορὰν — [46, 797, 166, 812]
article-paragraph: — Τώρα ὁ γέρος. — [24, 1895, 115, 1909]
article-paragraph: Ἡ κυρία Μαρκέλλα δὲν ἤκουε ποσῶς τὰς δικαιολογητικὰς ὁμιλίας. — [608, 431, 806, 472]
article-paragraph: Χθὲς τὸ ἀπόγευμα ὁ γενικὸς γραμματεὺς τῆς Α. Μ. τοῦ Βασιλέως μετέβη εἰς τὴν Α. Σεβασμιότητα τὸν Μητροπολίτην κ. Θεόκλητον καὶ ἐνεχείρισεν αὐτῷ τὸ ποσὸν τῶν 10,000 φρ. χρυσᾶ, τὰ ὁποῖα, ὡς γνωστόν, ἡ Α. Μ. ὁ Βασιλεὺς προσέφερεν ὑπὲρ τῶν παθόντων Μακεδόνων. — [818, 394, 1073, 492]
article-paragraph: Ναὶ ἐγὼ δὲν ἀντέχω περισσότερον ἀπὸ ἐκεῖνο. — [414, 1599, 596, 1627]
article-paragraph: — Ζήτω ὁ ἀρχηγός μας. — [224, 1541, 352, 1555]
article-paragraph: Ἐπίσης εἰς τὸ δάσος Τριανταφυλλιᾶς παρεκλημένης καίεται νεοί. — [818, 1064, 1073, 1092]
divider — [212, 786, 402, 789]
article-paragraph: Τηλεγραφικῶς παρηγγέλθη ὁ κυβερνήτης τῆς Β. θαλαμηγοῦ Ἀμφιτρίτη νὰ ἐπανέλθῃ εἰς Πειραιᾶ ὅπου καταπλέει αὔριον. — [818, 523, 1073, 564]
article-paragraph: Ἡ κίνησις ἡ ἀπερίγραπτος καὶ ὁ ἐνθουσιασμὸς ἐξηκολούθει μέχρι βαθείας νυκτός. — [12, 1526, 200, 1567]
headline-sub: ΟΙ ΕΚΛΟΓΙΚΟΙ ΠΕΡΙΠΑΤΟΙ — [29, 498, 183, 513]
dateline: (Ἰδιαίτ. τηλεγρ. τοῦ Ἐμπρός) — [1124, 835, 1282, 849]
subheading: Εἰς τὴν ὁδὸν Σταδίου — [35, 1042, 176, 1057]
article-paragraph: Πλούτιον καὶ θέρεθρα ἀλλα διότι νομίζω ἂν δὲν μὲ ἀπατᾶ τὸ θάρρος αὐτό... — [414, 1310, 596, 1353]
article-paragraph: Μὰ τὴν πίστιν μου, ἀλήθεια... Διὰ νὰ ἀποφασίσῃ ἡ θεία Μαρκέλλα νὰ ἀφήσῃ τὴν κατοικίαν τῆς στὸ Ἀλινὸν εἰς τὸ ἐξοχικὸν ἔχουν τῆς ἐνηλικας. Ἀλνύ, ὅπου ἐγκλεισθῆν μετὰ τὸν θάνατον τοῦ συζύγου της ὑπολαμβάνεται ὅτι θὰ δῆ ἐπίσημα τότε, σημαίνει ὅτι κάτι πολὺ ἐκτακτον συνέβη. — [414, 448, 596, 587]
column-top-spacer — [1333, 36, 1574, 65]
advert-title: ΓΝΩΣΤΟΠΟΙΗΣΙΣ — [646, 933, 767, 951]
masthead-rule — [10, 28, 1574, 31]
headline: ΣΥΝΕΝΝΟΗΣΙΣ — [1158, 318, 1247, 333]
article-paragraph: Ἡ κυρία Δελαμὰτ Σερβιὲλ ἠγέρθη ὀλίγον ἐπὶ τῆς ἕδρας της. Τὸ πρόσωπον τῆς ἐξέφραζε βαθεῖαν καὶ ἀπροσποίητον ἐπιεικῆ. — [608, 268, 806, 324]
divider — [838, 981, 1053, 982]
article-paragraph: Προστατεύσατε τὴν ζωὴν καὶ ἐλευθερίαν τῶν ἐκλογέων, ἀποστείλατε ἀπεσπασμένον. — [1085, 1394, 1321, 1436]
headline: ΤΟ ΖΗΤΗΜΑ ΤΩΝ ΔΑΣΟΛΟΓΩΝ — [860, 638, 1031, 650]
article-paragraph: (Ἐκ τοῦ γραφείου) — [262, 1801, 363, 1815]
article-paragraph: Ἐπίσης χθὲς τὴν ἑσπέραν ὁ κ. Δήμαρχος συνοδευόμενος ὑπὸ πολλῶν φίλων του ἐξῆλθεν εἰς περίπατον ἀνὰ τὴν ὁδὸν Σταδίου ὅπου οἱ ἐμποροι τῆς ὁδοῦ ταύτης τὸν ὑπεδέχθησαν ἐνθουσιωδέστατα. Ὅλοι ἐδήλουν ὅτι θὰ ψηφίσουν ἐκεῖνον ὅστις εἰργάσθη πρὸς τὸ συμφέρον τῆς πόλεως. — [12, 1059, 200, 1198]
divider — [838, 498, 1053, 499]
divider — [608, 1284, 806, 1287]
article-paragraph: Κατὰ τὴν χθεσινὴν μάλιστα περιοδείαν τῶν κ. κ. Μερκούρη καὶ Ἀγγελοπούλου, ἡ Διεύθυνσις τῆς Ἀστυνομίας διέθεσεν ἱκανὸν ἀπόσπασμα ἱππέων νὰ ἀκολουθῇ τὸν κ. Ἀγγελόπουλον εἰς τὴν Ἀγορὰν χάριν ἀσφαλείας. — [12, 155, 200, 253]
article-paragraph: Κατὰ χθεσινὸν τηλεγράφημα τοῦ Νομάρχου Φθιώτιδος, πυρκαϊὰ ἐξερράγη εἰς τὸ μέρος Δράκοσπηλιὰ ἀνήκον τῷ χωριῷ Θεριτούλα. ἀπειλοῦσα νὰ καταστρέψῃ τὸ ἐκεῖ δάσος. — [818, 1006, 1073, 1061]
divider — [1105, 1208, 1301, 1209]
article-paragraph: Καὶ ἐπῆγε εἰς τὴν καρδίαν τῆς αἰθούσης ὅπου ἀκίνητος ἀναμένει τὴν ἀπάντησιν. — [414, 1555, 596, 1596]
article-paragraph: Περὶ τὴν 11ην π. μ. τῆς χθὲς ὁ Διευθυντὴς τῆς Ἀστυνομίας κ. Βούλτζος μετέβη εἰς τὸ ὑπουργεῖον τῶν Ἐσωτερικῶν καὶ συνενοήθη μετὰ τοῦ ὑπουργοῦ κ. Μαυρομιχάλη διὰ τὰ ληπτέα μέτρα τῆς τάξεως, καὶ διὰ τὴν λῆψιν διαφόρων μέτρων, ἵνα ἡ περιπατητικὴ αὕτη πάλη μὴ ἐξέλθῃ τῶν ὁρίων διαδηλώσεως. — [12, 290, 200, 430]
column-7 — [1333, 36, 1574, 2169]
article-paragraph: — Εἶσαι ἀχρεῖος ! Κύτταξε, Ἐγνώριζες ὅτι θὰ ἦτο ἐδῶ ; — [414, 873, 596, 901]
article-paragraph: Ὀνειρεύεσαι παιδί μου ! Δὲν εἶναι ποτὲ δυνατόν. — [414, 1039, 596, 1066]
article-paragraph: Σήμερον ἐκτυποῦται τὸ ψηφοδέλτιον τοῦ Ἀγγελοπουλικοῦ συνδυασμοῦ, τῶν ὑποψηφίων παρέδρων καὶ δημοτικῶν συμβούλων, θὰ κυκλοφορήσῃ δὲ αὐθημερὸν πρὸς τοὺς φίλους τοῦ κ. Ἀγγελοπούλου. — [212, 609, 402, 707]
article-paragraph: (Ἐθν. Πρακτ.) — [1244, 291, 1321, 305]
divider — [838, 1099, 1053, 1100]
headline: ΤΙ ΛΕΓΟΥΝ ΟΙ ΒΟΥΛΓΑΡΟΙ ΔΙΑ ΤΗΝ ΤΟΥΡΚΙΑΝ — [1098, 438, 1308, 450]
article-paragraph: — Μοῦ φαίνεται ὅτι ὀνειρεύομαι !... — [608, 69, 806, 97]
subheading: Ἐπίσκεψις τοῦ κ. Ἀγγελοπούλου εἰς τὴν Ἀγορὰν — [33, 1573, 179, 1616]
article-paragraph: Κατὰ τὰς τῆς νύκτα ληφθείσας Βουλγαρικὰς ἐφημερίδας, δὲν πιστεύουσι αὗται ὅτι ἡ Τουρκία ἔχει ἀνάγκην νὰ καθυστερήσῃ τὸν πόλεμον. Ἀν ἡ Τουρκία ἔχει τόσον πολλὴν ἀνάγκην, λέγουν, διατί δὲν συγκεντρώνει μερικὰ τάγματα ἐνδοξοβλίων ὅπου οὐδαμῶς ἐπανειλημμένως ἐζήτησαν ἐγγύησιν περὶ ἀσφαλείας τῶν ὑπηκόων των; — [1085, 455, 1321, 579]
article-paragraph: Μὰ φαίνεται τόσον ἀπίστευτον ! — [414, 1100, 596, 1128]
subheading: Ὑπὲρ τῶν Μακεδονικῶν θυμάτων — [834, 1335, 1057, 1350]
article-paragraph: Τὰ μάτια αὐτὰ ἐπηγαίνον εἰς αὐτὴν ὀλίγον καλοῦσα τὸν Ρουγρὸν. — [414, 1176, 596, 1218]
section-title-block — [818, 38, 1106, 105]
advert-text: Ἀντισηπτική προφυλάττουσα ἀπὸ τὸ ἐπιδερμικὰ νοσήματα. — [608, 758, 806, 785]
headline: Ο ΑΡΧΑΙΟΣ ΤΥΜΒΟΣ — [886, 1105, 1005, 1120]
article-paragraph: ΧΑΛΚΙΣ 4 Σεπτεμβρίου. — Χθὲς ἀφίκετο ἐνταῦθα ὁ Ζὸ Ζὸ, ὁ πολυθρύλητος ἀκροβάτης τῆς Ἐκθέσεως Ζὸ Ζό. — [1085, 1160, 1321, 1201]
article-paragraph: Ἀργὰ τὴν νύκτα ἐπαναλήφθησαν αἱ ζωηραὶ ζητωκραυγαὶ τῶν ὑποστηρικτῶν του. — [12, 1466, 200, 1523]
article-paragraph: Ἡ ἴδια ! ... Δὲν ὑπάρχουν δύο καθ᾿ ὅσον γνωρίζω. — [414, 324, 596, 352]
article-paragraph: (Ἐθν. Πρακτ.) — [997, 331, 1073, 345]
article-paragraph: Ἡ κ. Πάττη θὰ διαμείνῃ ἐπί τινας ἡμέρας ἐν Ἀθήναις. — [1085, 776, 1321, 804]
